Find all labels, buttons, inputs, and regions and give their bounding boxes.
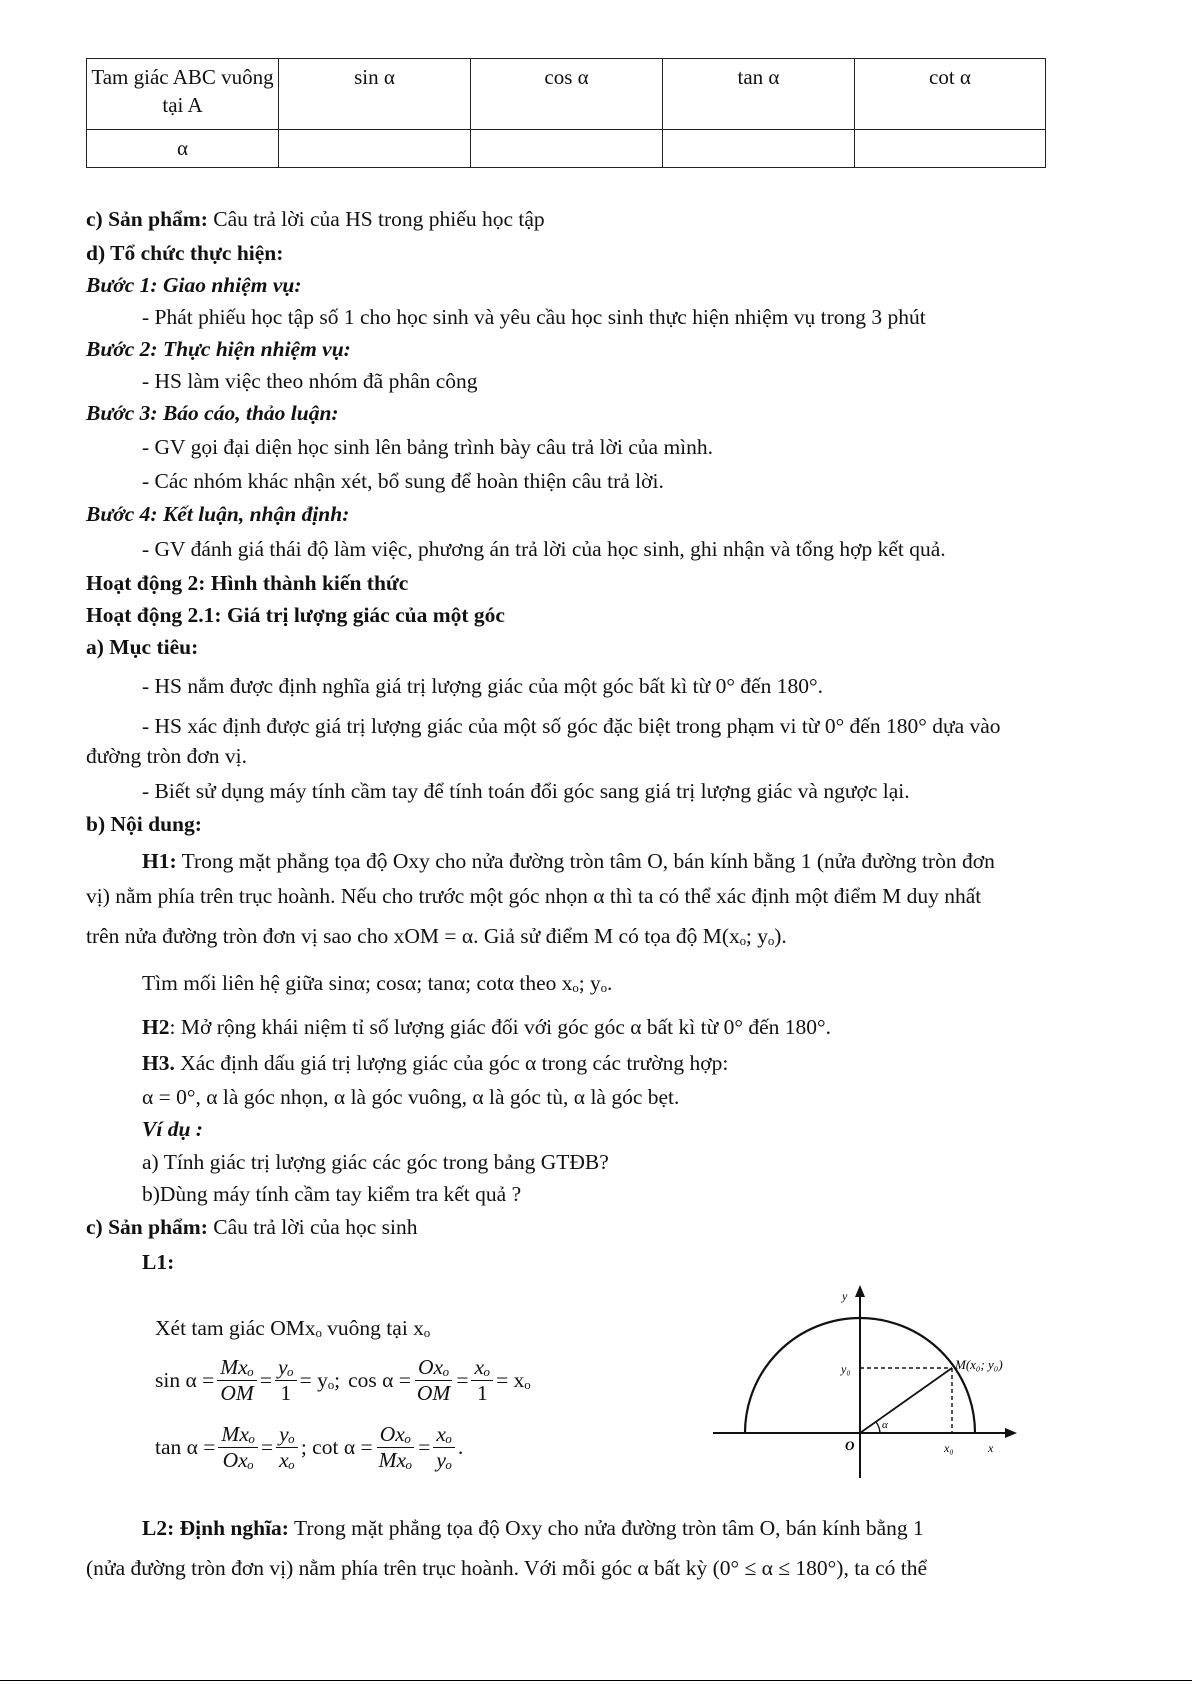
table-header-triangle: Tam giác ABC vuông tại A [87,59,279,130]
step1-title: Bước 1: Giao nhiệm vụ: [86,273,302,297]
denominator: OM [220,1380,254,1405]
product2-label: c) Sản phẩm: [86,1215,208,1239]
equals: = [261,1434,274,1459]
h1-line1 [142,849,995,875]
section-d-title: d) Tổ chức thực hiện: [86,241,284,265]
example-a: a) Tính giác trị lượng giác các góc trong bảng GTĐB? [142,1150,609,1174]
numerator: Oxₒ [415,1355,452,1381]
objective-2b: đường tròn đơn vị. [86,744,247,768]
h2-text: : Mở rộng khái niệm tỉ số lượng giác đối với góc góc α bất kì từ 0° đến 180°. [169,1015,831,1039]
l2-label: L2: Định nghĩa: [142,1516,289,1540]
h3-line [142,1051,728,1077]
h3-text: Xác định dấu giá trị lượng giác của góc α trong các trường hợp: [174,1051,729,1075]
denominator: 1 [280,1380,292,1405]
denominator: 1 [476,1380,488,1405]
fraction [217,1355,257,1405]
equals: = [259,1367,272,1392]
sin-tail: = yₒ; [299,1367,341,1392]
table-header-sin: sin α [279,59,471,130]
h1-line4: Tìm mối liên hệ giữa sinα; cosα; tanα; cotα theo xₒ; yₒ. [142,971,613,995]
denominator: OM [416,1380,451,1405]
numerator: xₒ [433,1422,455,1448]
y-label: y [842,1289,848,1303]
table-header-cot: cot α [855,59,1046,130]
l2-line2: (nửa đường tròn đơn vị) nằm phía trên trục hoành. Với mỗi góc α bất kỳ (0° ≤ α ≤ 180°), ta có thể [86,1556,928,1580]
h1-line3: trên nửa đường tròn đơn vị sao cho xOM = α. Giả sử điểm M có tọa độ M(xₒ; yₒ). [86,924,787,948]
h1-text1: Trong mặt phẳng tọa độ Oxy cho nửa đường tròn tâm O, bán kính bằng 1 (nửa đường tròn đơn [176,849,995,873]
step3-text1: - GV gọi đại diện học sinh lên bảng trình bày câu trả lời của mình. [142,435,714,459]
numerator: Mxₒ [217,1355,257,1381]
angle-arc [876,1422,880,1433]
fraction [218,1422,258,1472]
step1-text: - Phát phiếu học tập số 1 cho học sinh và yêu cầu học sinh thực hiện nhiệm vụ trong 3 phút [142,305,926,329]
table-cell [471,130,663,168]
denominator: Oxₒ [222,1447,254,1472]
denominator: Mxₒ [378,1447,413,1472]
example-b: b)Dùng máy tính cầm tay kiểm tra kết quả ? [142,1182,522,1206]
product2-text: Câu trả lời của học sinh [207,1215,418,1239]
step4-text: - GV đánh giá thái độ làm việc, phương án trả lời của học sinh, ghi nhận và tổng hợp kết quả. [142,537,946,561]
formula-tan-cot: tan α = $\frac{\text{Mxₒ}}{\text{Oxₒ}}$ = $\frac{\text{yₒ}}{\text{xₒ}}$ ; cot α = $\frac{\text{Oxₒ}}{\text{Mxₒ}}$ = $\frac{\text{xₒ}}{\text{yₒ}}$ . [155,1422,464,1472]
activity21-title: Hoạt động 2.1: Giá trị lượng giác của một góc [86,603,505,627]
h1-line2: vị) nằm phía trên trục hoành. Nếu cho trước một góc nhọn α thì ta có thể xác định một điểm M duy nhất [86,884,982,908]
numerator: xₒ [471,1355,493,1381]
denominator: xₒ [279,1447,295,1472]
page-bottom-divider [0,1680,1192,1681]
cos-lhs: cos α = [348,1367,411,1392]
m-label: M(x₀; y₀) [955,1357,1003,1372]
fraction [275,1355,297,1405]
fraction [376,1422,416,1472]
formula-sin-cos [155,1355,531,1405]
numerator: Mxₒ [218,1422,258,1448]
fraction [276,1422,298,1472]
table-cell-alpha: α [87,130,279,168]
cos-tail: = xₒ [496,1367,531,1392]
product-text: Câu trả lời của HS trong phiếu học tập [207,207,545,231]
x-label: x [988,1441,994,1455]
fraction [471,1355,493,1405]
unit-semicircle-figure [705,1283,1025,1480]
table-header-cos: cos α [471,59,663,130]
table-cell [663,130,855,168]
radius-om [860,1368,952,1433]
consider-line: Xét tam giác OMxₒ vuông tại xₒ [155,1316,431,1340]
y-axis-arrow [855,1285,865,1297]
h2-line [142,1015,831,1041]
sin-lhs: sin α = [155,1367,215,1392]
x0-label: x₀ [944,1441,954,1455]
step3-text2: - Các nhóm khác nhận xét, bổ sung để hoàn thiện câu trả lời. [142,469,664,493]
step3-title: Bước 3: Báo cáo, thảo luận: [86,401,339,425]
table-cell [855,130,1046,168]
numerator: yₒ [275,1355,297,1381]
denominator: yₒ [436,1447,453,1472]
activity2-title: Hoạt động 2: Hình thành kiến thức [86,571,409,595]
numerator: yₒ [276,1422,298,1448]
equals: = [418,1434,431,1459]
objective-1: - HS nắm được định nghĩa giá trị lượng giác của một góc bất kì từ 0° đến 180°. [142,674,823,698]
h3-label: H3. [142,1051,175,1075]
l2-text1: Trong mặt phẳng tọa độ Oxy cho nửa đường tròn tâm O, bán kính bằng 1 [288,1516,924,1540]
fraction [414,1355,453,1405]
cot-lhs: ; cot α = [300,1434,373,1459]
section-b-title: b) Nội dung: [86,812,202,836]
product2-line [86,1215,417,1241]
step2-text: - HS làm việc theo nhóm đã phân công [142,369,478,393]
objective-2: - HS xác định được giá trị lượng giác của một số góc đặc biệt trong phạm vi từ 0° đến 180° dựa vào [142,714,1001,738]
trig-table [86,58,1046,168]
y0-label: y₀ [841,1362,851,1376]
numerator: Oxₒ [377,1422,414,1448]
step4-title: Bước 4: Kết luận, nhận định: [86,502,350,526]
x-axis-arrow [1005,1428,1017,1438]
h2-label: H2 [142,1015,170,1039]
objective-3: - Biết sử dụng máy tính cầm tay để tính toán đổi góc sang giá trị lượng giác và ngược lại. [142,779,910,803]
product-label: c) Sản phẩm: [86,207,208,231]
fraction [433,1422,455,1472]
product-line [86,207,545,233]
example-title: Ví dụ : [142,1117,203,1141]
l1-label: L1: [142,1250,175,1274]
table-header-tan: tan α [663,59,855,130]
equals: = [456,1367,469,1392]
l2-line1 [142,1516,924,1542]
h1-label: H1: [142,849,177,873]
origin-label: O [845,1438,855,1453]
table-cell [279,130,471,168]
section-a-title: a) Mục tiêu: [86,635,199,659]
step2-title: Bước 2: Thực hiện nhiệm vụ: [86,337,351,361]
h3-line2: α = 0°, α là góc nhọn, α là góc vuông, α là góc tù, α là góc bẹt. [142,1085,680,1109]
alpha-label: α [882,1419,888,1431]
tan-lhs: tan α = [155,1434,216,1459]
